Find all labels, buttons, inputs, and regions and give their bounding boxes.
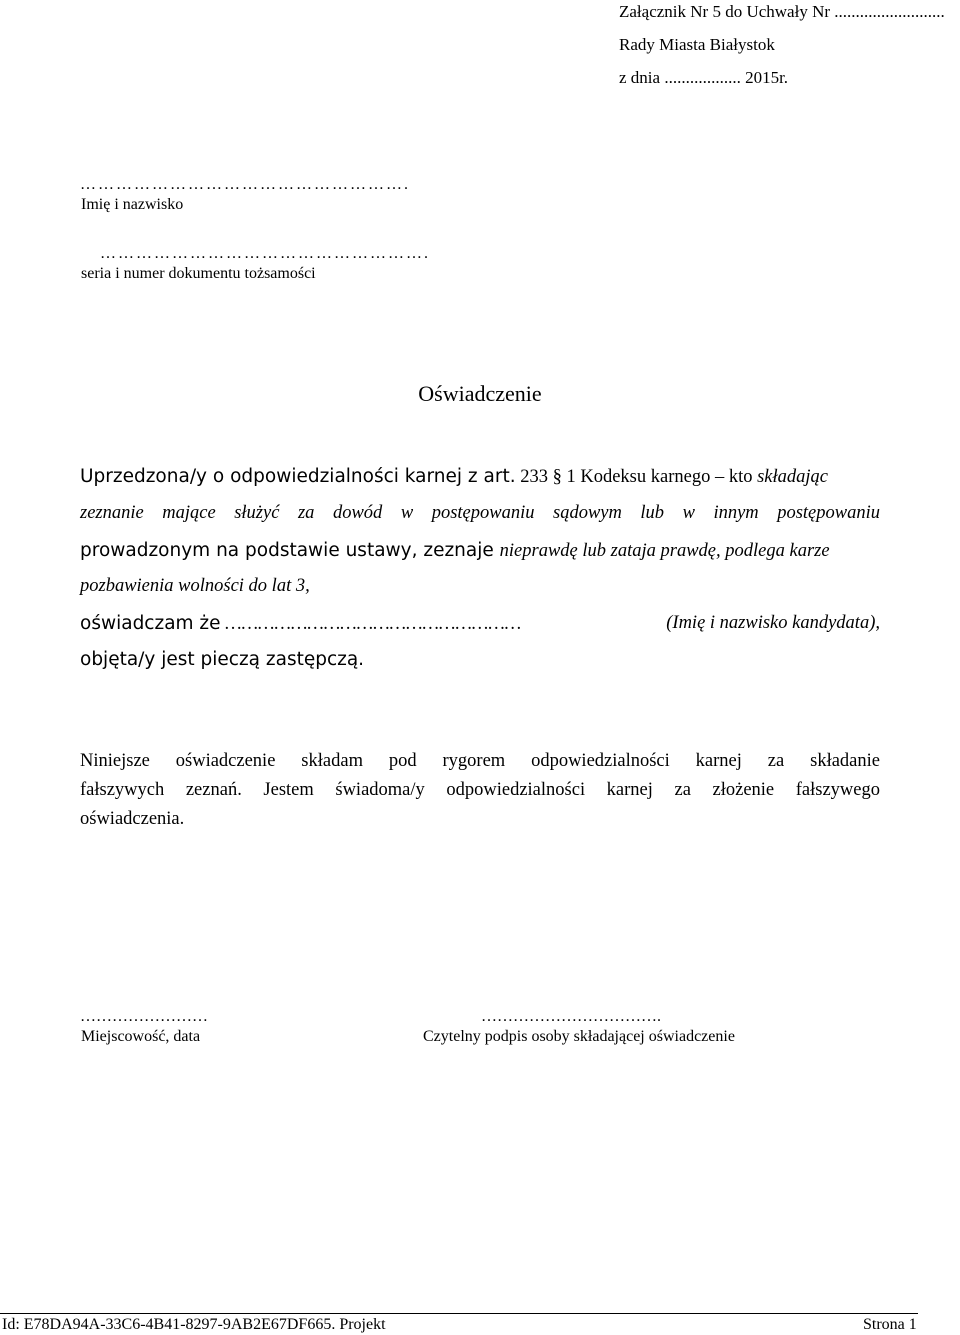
signature-label: Czytelny podpis osoby składającej oświadczenie <box>423 1028 735 1045</box>
warning-line-3-italic: nieprawdę lub zataja prawdę, podlega karze <box>499 541 830 561</box>
attachment-header: Załącznik Nr 5 do Uchwały Nr .......................... <box>619 2 945 21</box>
warning-line-2: zeznanie mające służyć za dowód w postępowaniu sądowym lub w innym postępowaniu <box>80 503 880 523</box>
resolution-date: z dnia .................. 2015r. <box>619 68 789 87</box>
place-date-dotted-line: …………………… <box>80 1008 208 1025</box>
name-dotted-line: ………………………………………………. <box>80 176 410 193</box>
declaration-line-1 <box>80 613 880 635</box>
warning-line-4: pozbawienia wolności do lat 3, <box>80 576 310 596</box>
statement-line-3: oświadczenia. <box>80 809 185 829</box>
declaration-dots: ……………………………………………… <box>220 614 522 634</box>
warning-line-1-mid: 233 § 1 Kodeksu karnego – kto <box>515 467 758 487</box>
warning-line-1-italic: składając <box>757 467 829 487</box>
document-id: Id: E78DA94A-33C6-4B41-8297-9AB2E67DF665. Projekt <box>2 1316 386 1333</box>
statement-line-2: fałszywych zeznań. Jestem świadoma/y odpowiedzialności karnej za złożenie fałszywego <box>80 780 880 800</box>
declaration-line-2: objęta/y jest pieczą zastępczą. <box>80 649 365 670</box>
declaration-prefix: oświadczam że <box>80 613 221 634</box>
id-label: seria i numer dokumentu tożsamości <box>81 265 316 282</box>
warning-line-1 <box>80 466 880 488</box>
warning-line-3 <box>80 540 880 562</box>
page-number: Strona 1 <box>863 1316 917 1333</box>
warning-line-1-prefix: Uprzedzona/y o odpowiedzialności karnej z art. <box>80 466 516 487</box>
page-title: Oświadczenie <box>418 381 542 406</box>
candidate-label: (Imię i nazwisko kandydata), <box>666 613 880 633</box>
name-label: Imię i nazwisko <box>81 196 184 213</box>
council-name: Rady Miasta Białystok <box>619 35 775 54</box>
place-date-label: Miejscowość, data <box>81 1028 201 1045</box>
warning-line-3-regular: prowadzonym na podstawie ustawy, zeznaje <box>80 540 500 561</box>
statement-line-1: Niniejsze oświadczenie składam pod rygorem odpowiedzialności karnej za składanie <box>80 751 880 771</box>
signature-dotted-line: ……………………………. <box>481 1008 661 1025</box>
footer-divider <box>0 1313 918 1314</box>
id-dotted-line: ………………………………………………. <box>100 245 430 262</box>
